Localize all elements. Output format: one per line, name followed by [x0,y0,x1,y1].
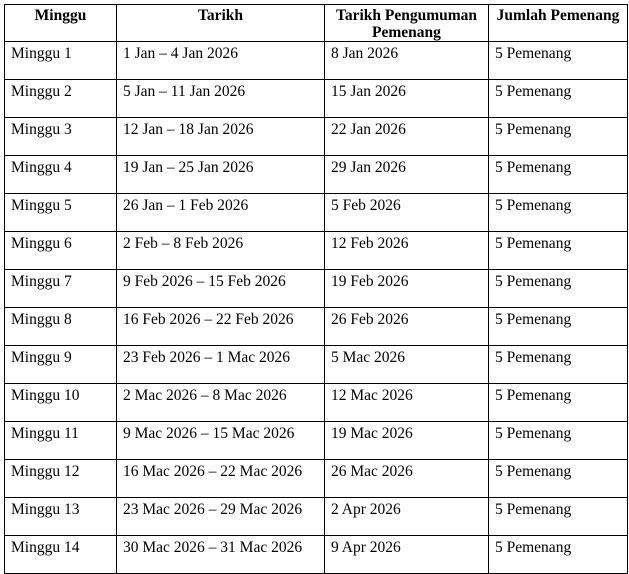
week-cell: Minggu 4 [5,156,117,194]
date-range-cell: 23 Mac 2026 – 29 Mac 2026 [117,498,325,536]
table-row [5,42,628,80]
winner-count-cell: 5 Pemenang [489,422,628,460]
week-cell: Minggu 10 [5,384,117,422]
winner-count-cell: 5 Pemenang [489,194,628,232]
announcement-date-cell: 29 Jan 2026 [325,156,489,194]
winner-count-cell: 5 Pemenang [489,384,628,422]
winner-schedule-table [4,4,628,574]
week-cell: Minggu 8 [5,308,117,346]
table-row [5,232,628,270]
header-announcement-date: Tarikh Pengumuman Pemenang [325,5,489,42]
table-row [5,536,628,574]
announcement-date-cell: 22 Jan 2026 [325,118,489,156]
winner-count-cell: 5 Pemenang [489,42,628,80]
date-range-cell: 19 Jan – 25 Jan 2026 [117,156,325,194]
announcement-date-cell: 19 Feb 2026 [325,270,489,308]
announcement-date-cell: 8 Jan 2026 [325,42,489,80]
header-week: Minggu [5,5,117,42]
header-row [5,5,628,42]
week-cell: Minggu 14 [5,536,117,574]
table-row [5,156,628,194]
announcement-date-cell: 5 Feb 2026 [325,194,489,232]
winner-count-cell: 5 Pemenang [489,308,628,346]
date-range-cell: 30 Mac 2026 – 31 Mac 2026 [117,536,325,574]
table-row [5,118,628,156]
table-row [5,422,628,460]
winner-count-cell: 5 Pemenang [489,118,628,156]
week-cell: Minggu 5 [5,194,117,232]
header-winner-count: Jumlah Pemenang [489,5,628,42]
week-cell: Minggu 2 [5,80,117,118]
winner-count-cell: 5 Pemenang [489,270,628,308]
table-row [5,80,628,118]
winner-count-cell: 5 Pemenang [489,498,628,536]
date-range-cell: 1 Jan – 4 Jan 2026 [117,42,325,80]
table-row [5,498,628,536]
table-row [5,270,628,308]
winner-count-cell: 5 Pemenang [489,460,628,498]
table-header [5,5,628,42]
table-row [5,308,628,346]
table-row [5,384,628,422]
date-range-cell: 16 Mac 2026 – 22 Mac 2026 [117,460,325,498]
date-range-cell: 12 Jan – 18 Jan 2026 [117,118,325,156]
week-cell: Minggu 12 [5,460,117,498]
announcement-date-cell: 26 Feb 2026 [325,308,489,346]
week-cell: Minggu 3 [5,118,117,156]
date-range-cell: 23 Feb 2026 – 1 Mac 2026 [117,346,325,384]
announcement-date-cell: 15 Jan 2026 [325,80,489,118]
date-range-cell: 5 Jan – 11 Jan 2026 [117,80,325,118]
week-cell: Minggu 11 [5,422,117,460]
announcement-date-cell: 19 Mac 2026 [325,422,489,460]
date-range-cell: 2 Feb – 8 Feb 2026 [117,232,325,270]
date-range-cell: 2 Mac 2026 – 8 Mac 2026 [117,384,325,422]
announcement-date-cell: 12 Feb 2026 [325,232,489,270]
date-range-cell: 9 Feb 2026 – 15 Feb 2026 [117,270,325,308]
winner-count-cell: 5 Pemenang [489,232,628,270]
table-row [5,346,628,384]
week-cell: Minggu 1 [5,42,117,80]
date-range-cell: 16 Feb 2026 – 22 Feb 2026 [117,308,325,346]
announcement-date-cell: 2 Apr 2026 [325,498,489,536]
announcement-date-cell: 26 Mac 2026 [325,460,489,498]
winner-count-cell: 5 Pemenang [489,80,628,118]
winner-count-cell: 5 Pemenang [489,346,628,384]
week-cell: Minggu 9 [5,346,117,384]
table-row [5,460,628,498]
announcement-date-cell: 12 Mac 2026 [325,384,489,422]
week-cell: Minggu 6 [5,232,117,270]
table-body [5,42,628,574]
announcement-date-cell: 9 Apr 2026 [325,536,489,574]
winner-count-cell: 5 Pemenang [489,156,628,194]
week-cell: Minggu 7 [5,270,117,308]
header-date: Tarikh [117,5,325,42]
announcement-date-cell: 5 Mac 2026 [325,346,489,384]
table-row [5,194,628,232]
date-range-cell: 26 Jan – 1 Feb 2026 [117,194,325,232]
winner-count-cell: 5 Pemenang [489,536,628,574]
week-cell: Minggu 13 [5,498,117,536]
date-range-cell: 9 Mac 2026 – 15 Mac 2026 [117,422,325,460]
